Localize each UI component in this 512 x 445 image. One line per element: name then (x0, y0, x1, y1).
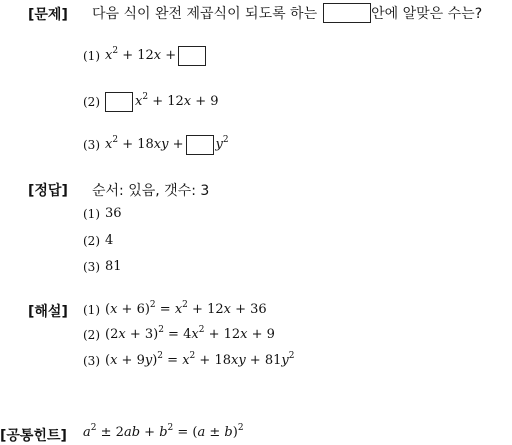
problem-item-2 (83, 92, 219, 112)
hint-formula (83, 425, 244, 441)
item-number: (2) (83, 95, 100, 109)
explanation-item-3 (83, 353, 294, 369)
item-number: (1) (83, 303, 100, 317)
answer-value: 4 (105, 233, 114, 248)
problem-question (92, 3, 482, 23)
explanation-item-2 (83, 327, 275, 343)
explanation-expression-2: $(2x + 3)^2 = 4x^2 + 12x + 9$ (105, 325, 275, 342)
problem-tag: [문제] (28, 7, 68, 23)
item-number: (1) (83, 49, 100, 63)
answer-tag: [정답] (28, 183, 68, 199)
question-text-after: 안에 알맞은 수는? (371, 6, 483, 22)
problem-expression-1: $x^2 + 12x$ + (105, 46, 177, 63)
problem-item-1 (83, 46, 208, 66)
item-number: (3) (83, 138, 100, 152)
problem-expression-3b: $y^2$ (215, 135, 229, 152)
hint-tag: [공통힌트] (0, 428, 67, 444)
answer-item-3 (83, 259, 122, 275)
blank-box (186, 135, 214, 155)
answer-item-1 (83, 206, 122, 222)
problem-expression-2: $x^2 + 12x + 9$ (135, 92, 219, 109)
explanation-expression-1: $(x + 6)^2 = x^2 + 12x + 36$ (105, 300, 267, 317)
item-number: (2) (83, 328, 100, 342)
explanation-expression-3: $(x + 9y)^2 = x^2 + 18xy + 81y^2$ (105, 351, 295, 368)
question-text-before: 다음 식이 완전 제곱식이 되도록 하는 (92, 6, 318, 22)
explanation-item-1 (83, 302, 267, 318)
problem-item-3 (83, 135, 229, 155)
answer-value: 36 (105, 206, 122, 221)
explanation-tag: [해설] (28, 304, 68, 320)
answer-value: 81 (105, 259, 122, 274)
item-number: (2) (83, 234, 100, 248)
blank-box (105, 92, 133, 112)
answer-summary: 순서: 있음, 갯수: 3 (92, 183, 210, 199)
problem-expression-3a: $x^2 + 18xy$ + (105, 135, 184, 152)
answer-item-2 (83, 233, 113, 249)
blank-box (178, 46, 206, 66)
blank-box (323, 3, 371, 23)
item-number: (1) (83, 207, 100, 221)
item-number: (3) (83, 260, 100, 274)
item-number: (3) (83, 354, 100, 368)
hint-expression: $a^2 \pm 2ab + b^2 = (a \pm b)^2$ (83, 423, 244, 440)
